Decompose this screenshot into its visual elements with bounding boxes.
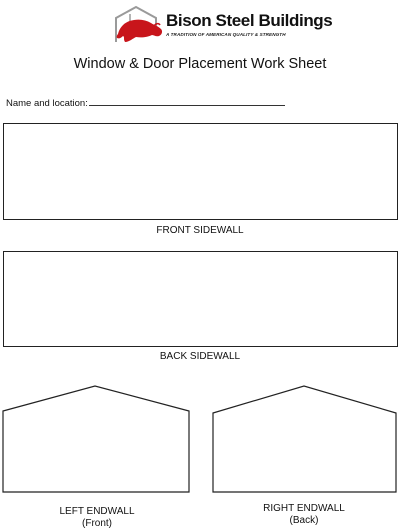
left-endwall-sublabel: (Front): [82, 518, 112, 529]
page-title: Window & Door Placement Work Sheet: [73, 56, 327, 72]
brand-logo: [110, 4, 333, 44]
left-endwall-label: LEFT ENDWALL: [59, 506, 135, 517]
right-endwall-sublabel: (Back): [289, 515, 319, 526]
name-location-label: Name and location:: [6, 98, 88, 109]
name-location-field[interactable]: [89, 96, 285, 106]
left-endwall-outline[interactable]: [0, 380, 192, 496]
right-endwall-outline[interactable]: [210, 380, 400, 496]
front-sidewall-box[interactable]: [3, 123, 398, 220]
bison-icon: [110, 4, 166, 44]
front-sidewall-label: FRONT SIDEWALL: [156, 225, 244, 236]
name-location-row: [6, 96, 285, 109]
right-endwall-label: RIGHT ENDWALL: [263, 503, 345, 514]
brand-name: Bison Steel Buildings: [166, 11, 333, 30]
brand-tagline: A TRADITION OF AMERICAN QUALITY & STRENGTH: [166, 32, 286, 37]
back-sidewall-box[interactable]: [3, 251, 398, 347]
back-sidewall-label: BACK SIDEWALL: [159, 351, 241, 362]
